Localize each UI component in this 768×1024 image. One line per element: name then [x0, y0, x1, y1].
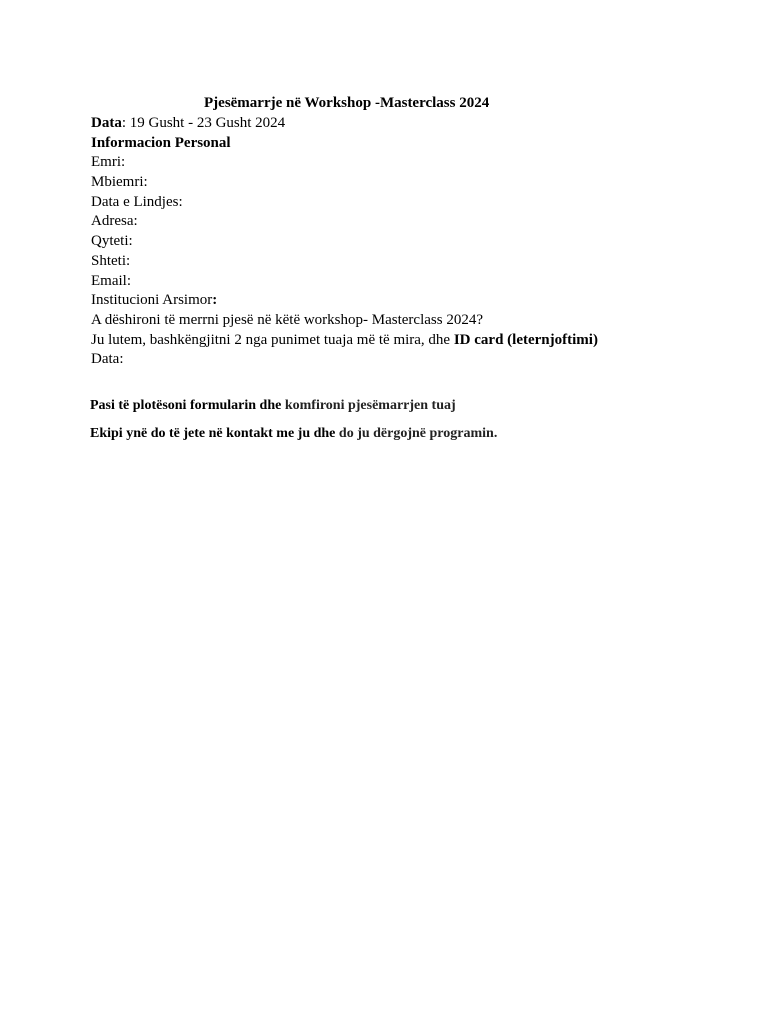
- institucioni-colon: :: [212, 292, 218, 309]
- footer-line-1-part-2: komfironi pjesëmarrjen tuaj: [284, 398, 456, 413]
- document-title: Pjesëmarrje në Workshop -Masterclass 2024: [204, 95, 490, 111]
- date-label: Data: [91, 115, 122, 131]
- field-shteti: Shteti:: [91, 252, 131, 269]
- footer-line-2: [90, 425, 497, 442]
- participation-question: A dëshironi të merrni pjesë në këtë workshop- Masterclass 2024?: [91, 311, 483, 328]
- field-mbiemri: Mbiemri:: [91, 174, 148, 191]
- field-data-lindjes: Data e Lindjes:: [91, 193, 183, 210]
- attachment-id-card: ID card (leternjoftimi): [453, 331, 598, 348]
- field-adresa: Adresa:: [91, 213, 138, 230]
- date-value: : 19 Gusht - 23 Gusht 2024: [121, 115, 286, 131]
- footer-line-1: [90, 397, 456, 414]
- field-emri: Emri:: [91, 154, 126, 171]
- field-data: Data:: [91, 351, 124, 368]
- attachment-text: Ju lutem, bashkëngjitni 2 nga punimet tuaja më të mira, dhe: [91, 331, 454, 348]
- footer-line-2-part-2: do ju dërgojnë programin.: [338, 426, 498, 441]
- field-institucioni: [91, 291, 731, 311]
- date-line: [91, 114, 731, 134]
- institucioni-label: Institucioni Arsimor: [91, 292, 213, 309]
- footer-line-2-part-1: Ekipi ynë do të jete në kontakt me ju dhe: [90, 426, 339, 441]
- field-email: Email:: [91, 272, 131, 289]
- field-qyteti: Qyteti:: [91, 233, 133, 250]
- attachment-instruction: [91, 331, 731, 351]
- form-lines: [91, 114, 731, 370]
- section-heading: Informacion Personal: [91, 134, 231, 151]
- footer-line-1-part-1: Pasi të plotësoni formularin dhe: [90, 398, 285, 413]
